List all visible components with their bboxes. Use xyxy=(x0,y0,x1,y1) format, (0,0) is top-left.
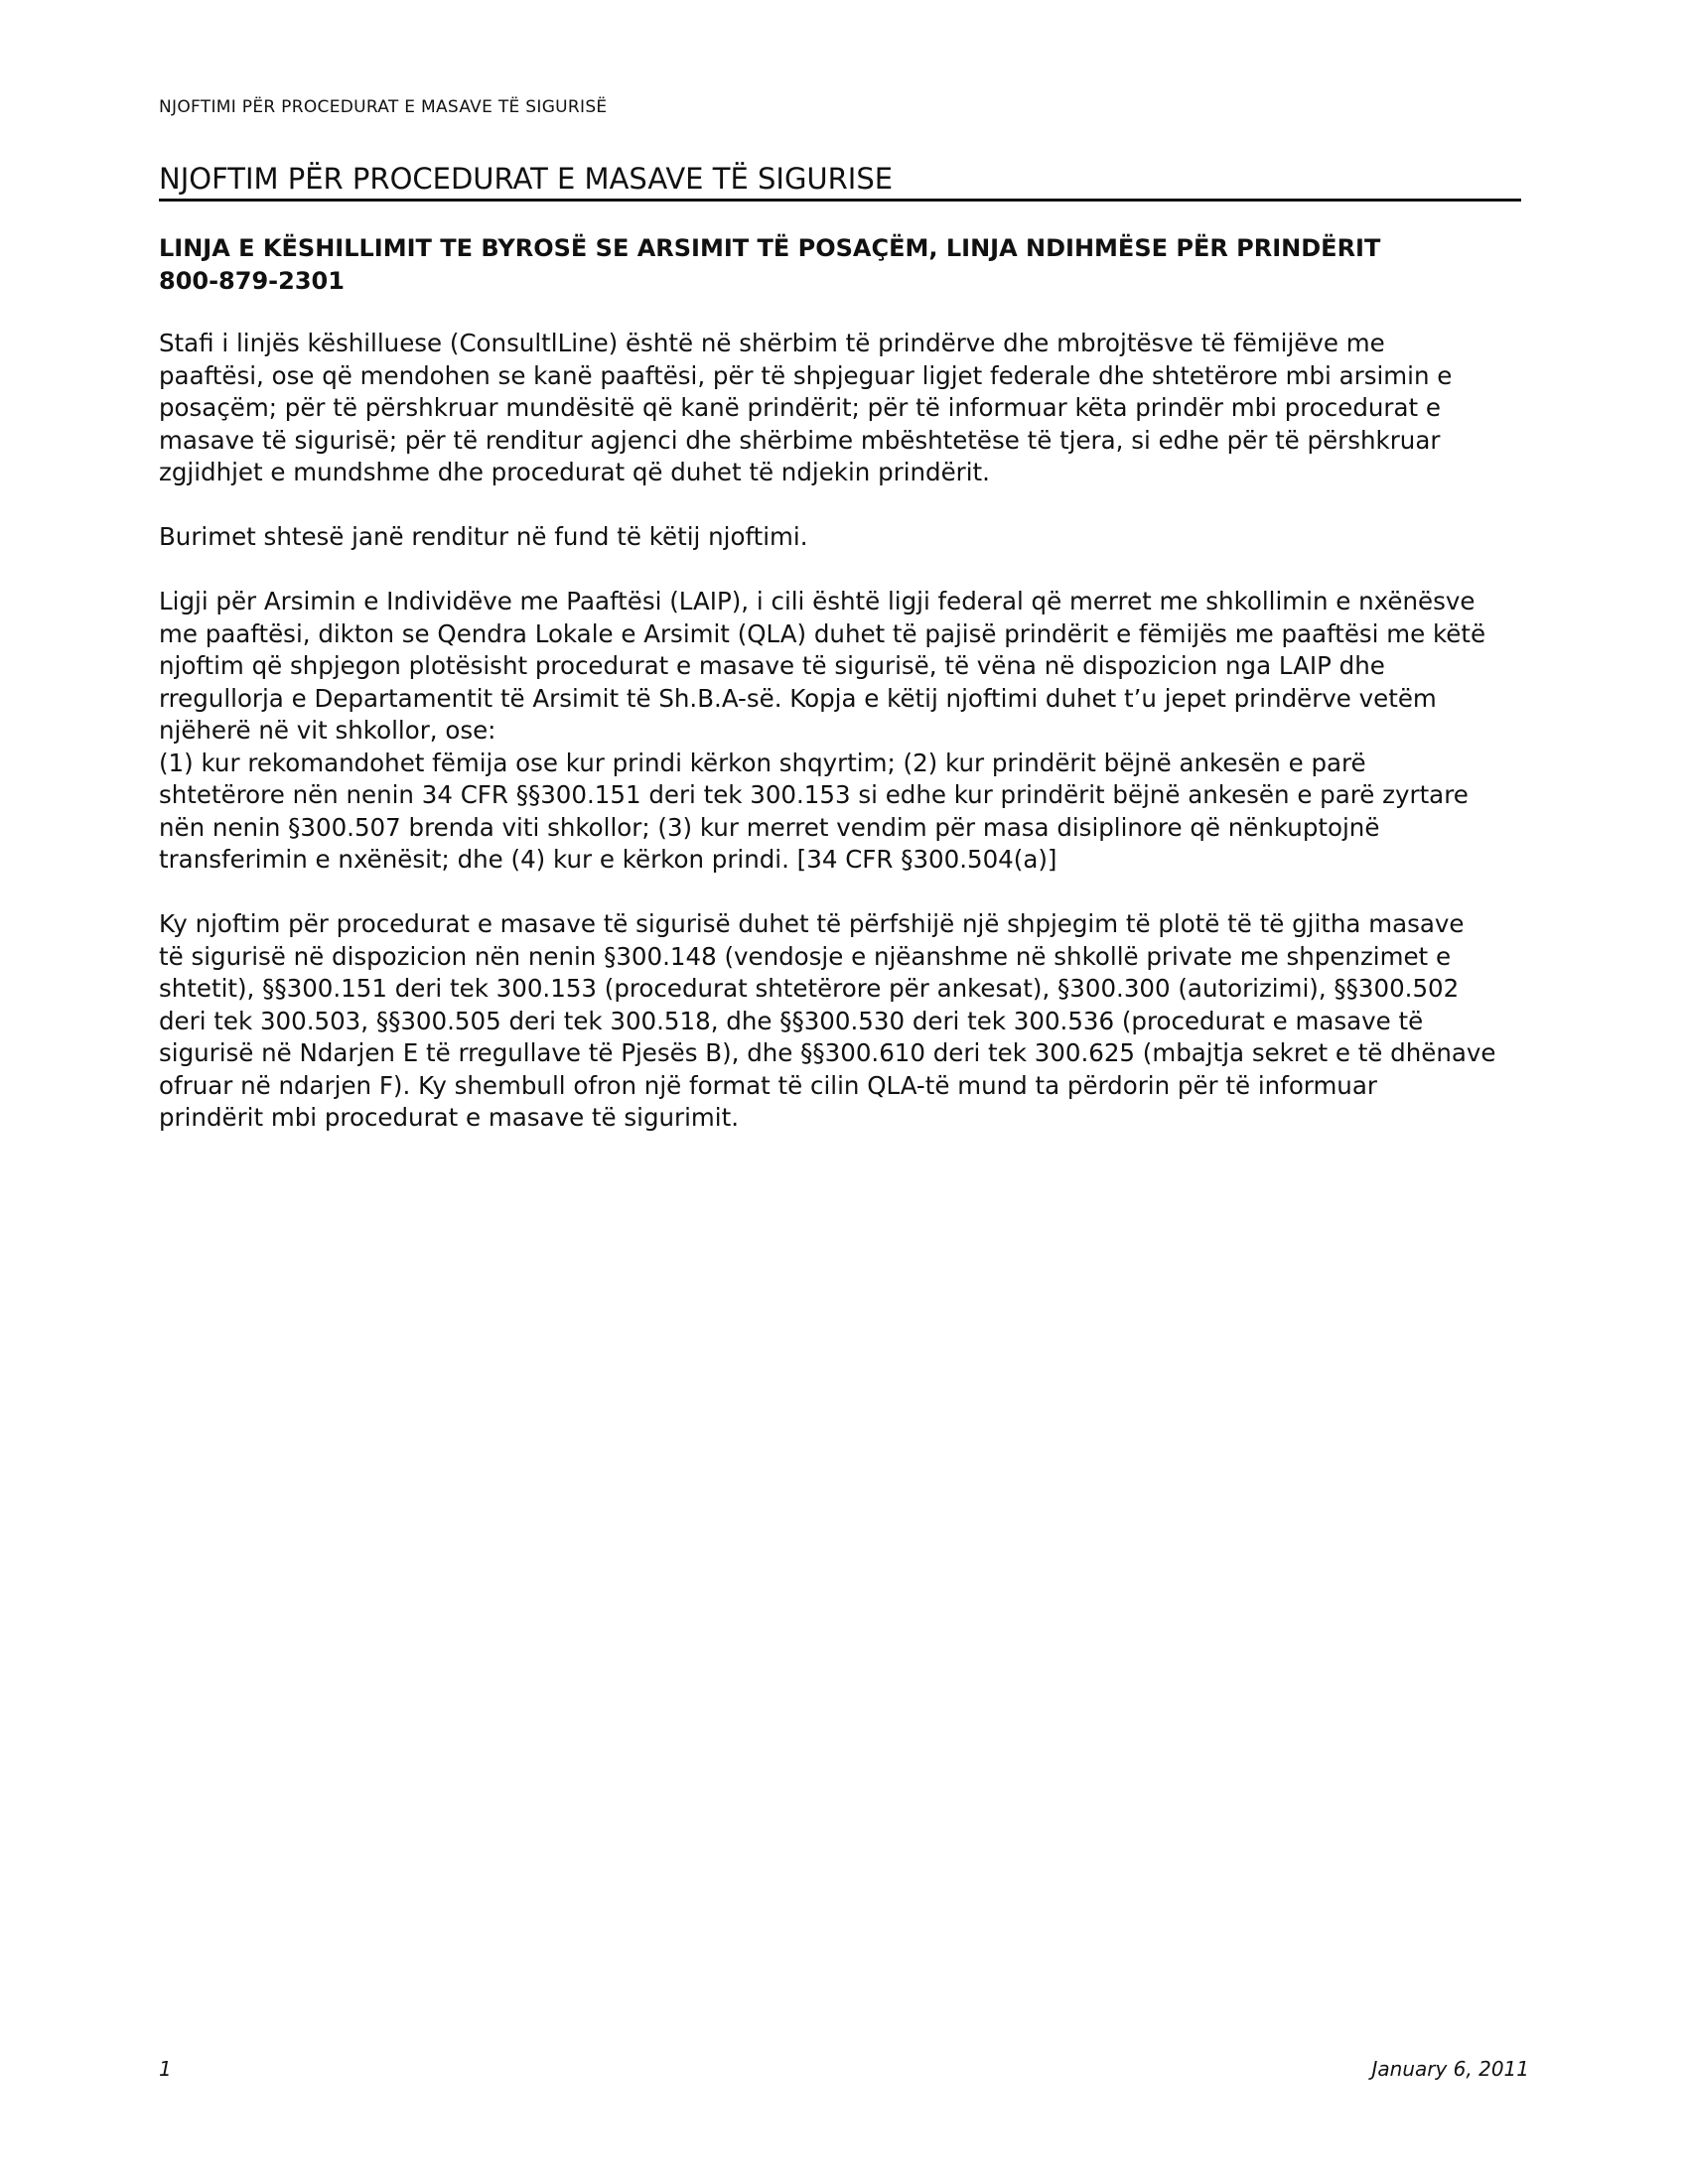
paragraph-laip xyxy=(159,586,1539,877)
paragraph-consultline xyxy=(159,328,1539,489)
body-text xyxy=(159,328,1539,1166)
text-line: të sigurisë në dispozicion nën nenin §300.148 (vendosje e njëanshme në shkollë private me shpenzimet e xyxy=(159,941,1452,971)
section-heading xyxy=(159,232,1529,298)
footer-date: January 6, 2011 xyxy=(1371,2057,1529,2081)
text-line: Stafi i linjës këshilluese (ConsultlLine) është në shërbim të prindërve dhe mbrojtësve të fëmijëve me xyxy=(159,329,1385,357)
consult-line-heading: LINJA E KËSHILLIMIT TE BYROSË SE ARSIMIT TË POSAÇËM, LINJA NDIHMËSE PËR PRINDËRIT xyxy=(159,234,1381,262)
text-line: Ligji për Arsimin e Individëve me Paaftësi (LAIP), i cili është ligji federal që merret me shkollimin e nxënësve xyxy=(159,587,1476,615)
text-line: ofruar në ndarjen F). Ky shembull ofron një format të cilin QLA-të mund ta përdorin për të informuar xyxy=(159,1070,1377,1100)
page-number: 1 xyxy=(159,2057,172,2081)
document-title: NJOFTIM PËR PROCEDURAT E MASAVE TË SIGURISE xyxy=(159,161,1521,202)
text-line: shtetërore nën nenin 34 CFR §§300.151 deri tek 300.153 si edhe kur prindërit bëjnë ankesën e parë zyrtare xyxy=(159,780,1469,809)
text-line: deri tek 300.503, §§300.505 deri tek 300.518, dhe §§300.530 deri tek 300.536 (procedurat e masave të xyxy=(159,1006,1424,1035)
text-line: njëherë në vit shkollor, ose: xyxy=(159,716,496,745)
text-line: zgjidhjet e mundshme dhe procedurat që duhet të ndjekin prindërit. xyxy=(159,458,990,486)
phone-number: 800-879-2301 xyxy=(159,267,345,295)
paragraph-safeguards xyxy=(159,908,1539,1135)
text-line: me paaftësi, dikton se Qendra Lokale e Arsimit (QLA) duhet të pajisë prindërit e fëmijës me paaftësi me këtë xyxy=(159,618,1486,648)
text-line: (1) kur rekomandohet fëmija ose kur prindi kërkon shqyrtim; (2) kur prindërit bëjnë ankesën e parë xyxy=(159,748,1366,777)
text-line: masave të sigurisë; për të renditur agjenci dhe shërbime mbështetëse të tjera, si edhe për të përshkruar xyxy=(159,425,1441,455)
text-line: transferimin e nxënësit; dhe (4) kur e kërkon prindi. [34 CFR §300.504(a)] xyxy=(159,845,1057,874)
text-line: njoftim që shpjegon plotësisht procedurat e masave të sigurisë, të vëna në dispozicion nga LAIP dhe xyxy=(159,651,1385,680)
text-line: shtetit), §§300.151 deri tek 300.153 (procedurat shtetërore për ankesat), §300.300 (autorizimi), §§300.502 xyxy=(159,974,1460,1003)
text-line: nën nenin §300.507 brenda viti shkollor; (3) kur merret vendim për masa disiplinore që nënkuptojnë xyxy=(159,812,1380,842)
running-header: NJOFTIMI PËR PROCEDURAT E MASAVE TË SIGURISË xyxy=(159,97,608,117)
text-line: rregullorja e Departamentit të Arsimit të Sh.B.A-së. Kopja e këtij njoftimi duhet t’u jepet prindërve vetëm xyxy=(159,683,1437,713)
text-line: sigurisë në Ndarjen E të rregullave të Pjesës B), dhe §§300.610 deri tek 300.625 (mbajtja sekret e të dhënave xyxy=(159,1038,1496,1067)
text-line: Burimet shtesë janë renditur në fund të këtij njoftimi. xyxy=(159,522,808,551)
text-line: posaçëm; për të përshkruar mundësitë që kanë prindërit; për të informuar këta prindër mbi procedurat e xyxy=(159,393,1441,422)
text-line: paaftësi, ose që mendohen se kanë paaftësi, për të shpjeguar ligjet federale dhe shtetërore mbi arsimin e xyxy=(159,360,1453,390)
text-line: Ky njoftim për procedurat e masave të sigurisë duhet të përfshijë një shpjegim të plotë të të gjitha masave xyxy=(159,909,1465,938)
paragraph-resources xyxy=(159,521,1539,554)
text-line: prindërit mbi procedurat e masave të sigurimit. xyxy=(159,1103,739,1132)
